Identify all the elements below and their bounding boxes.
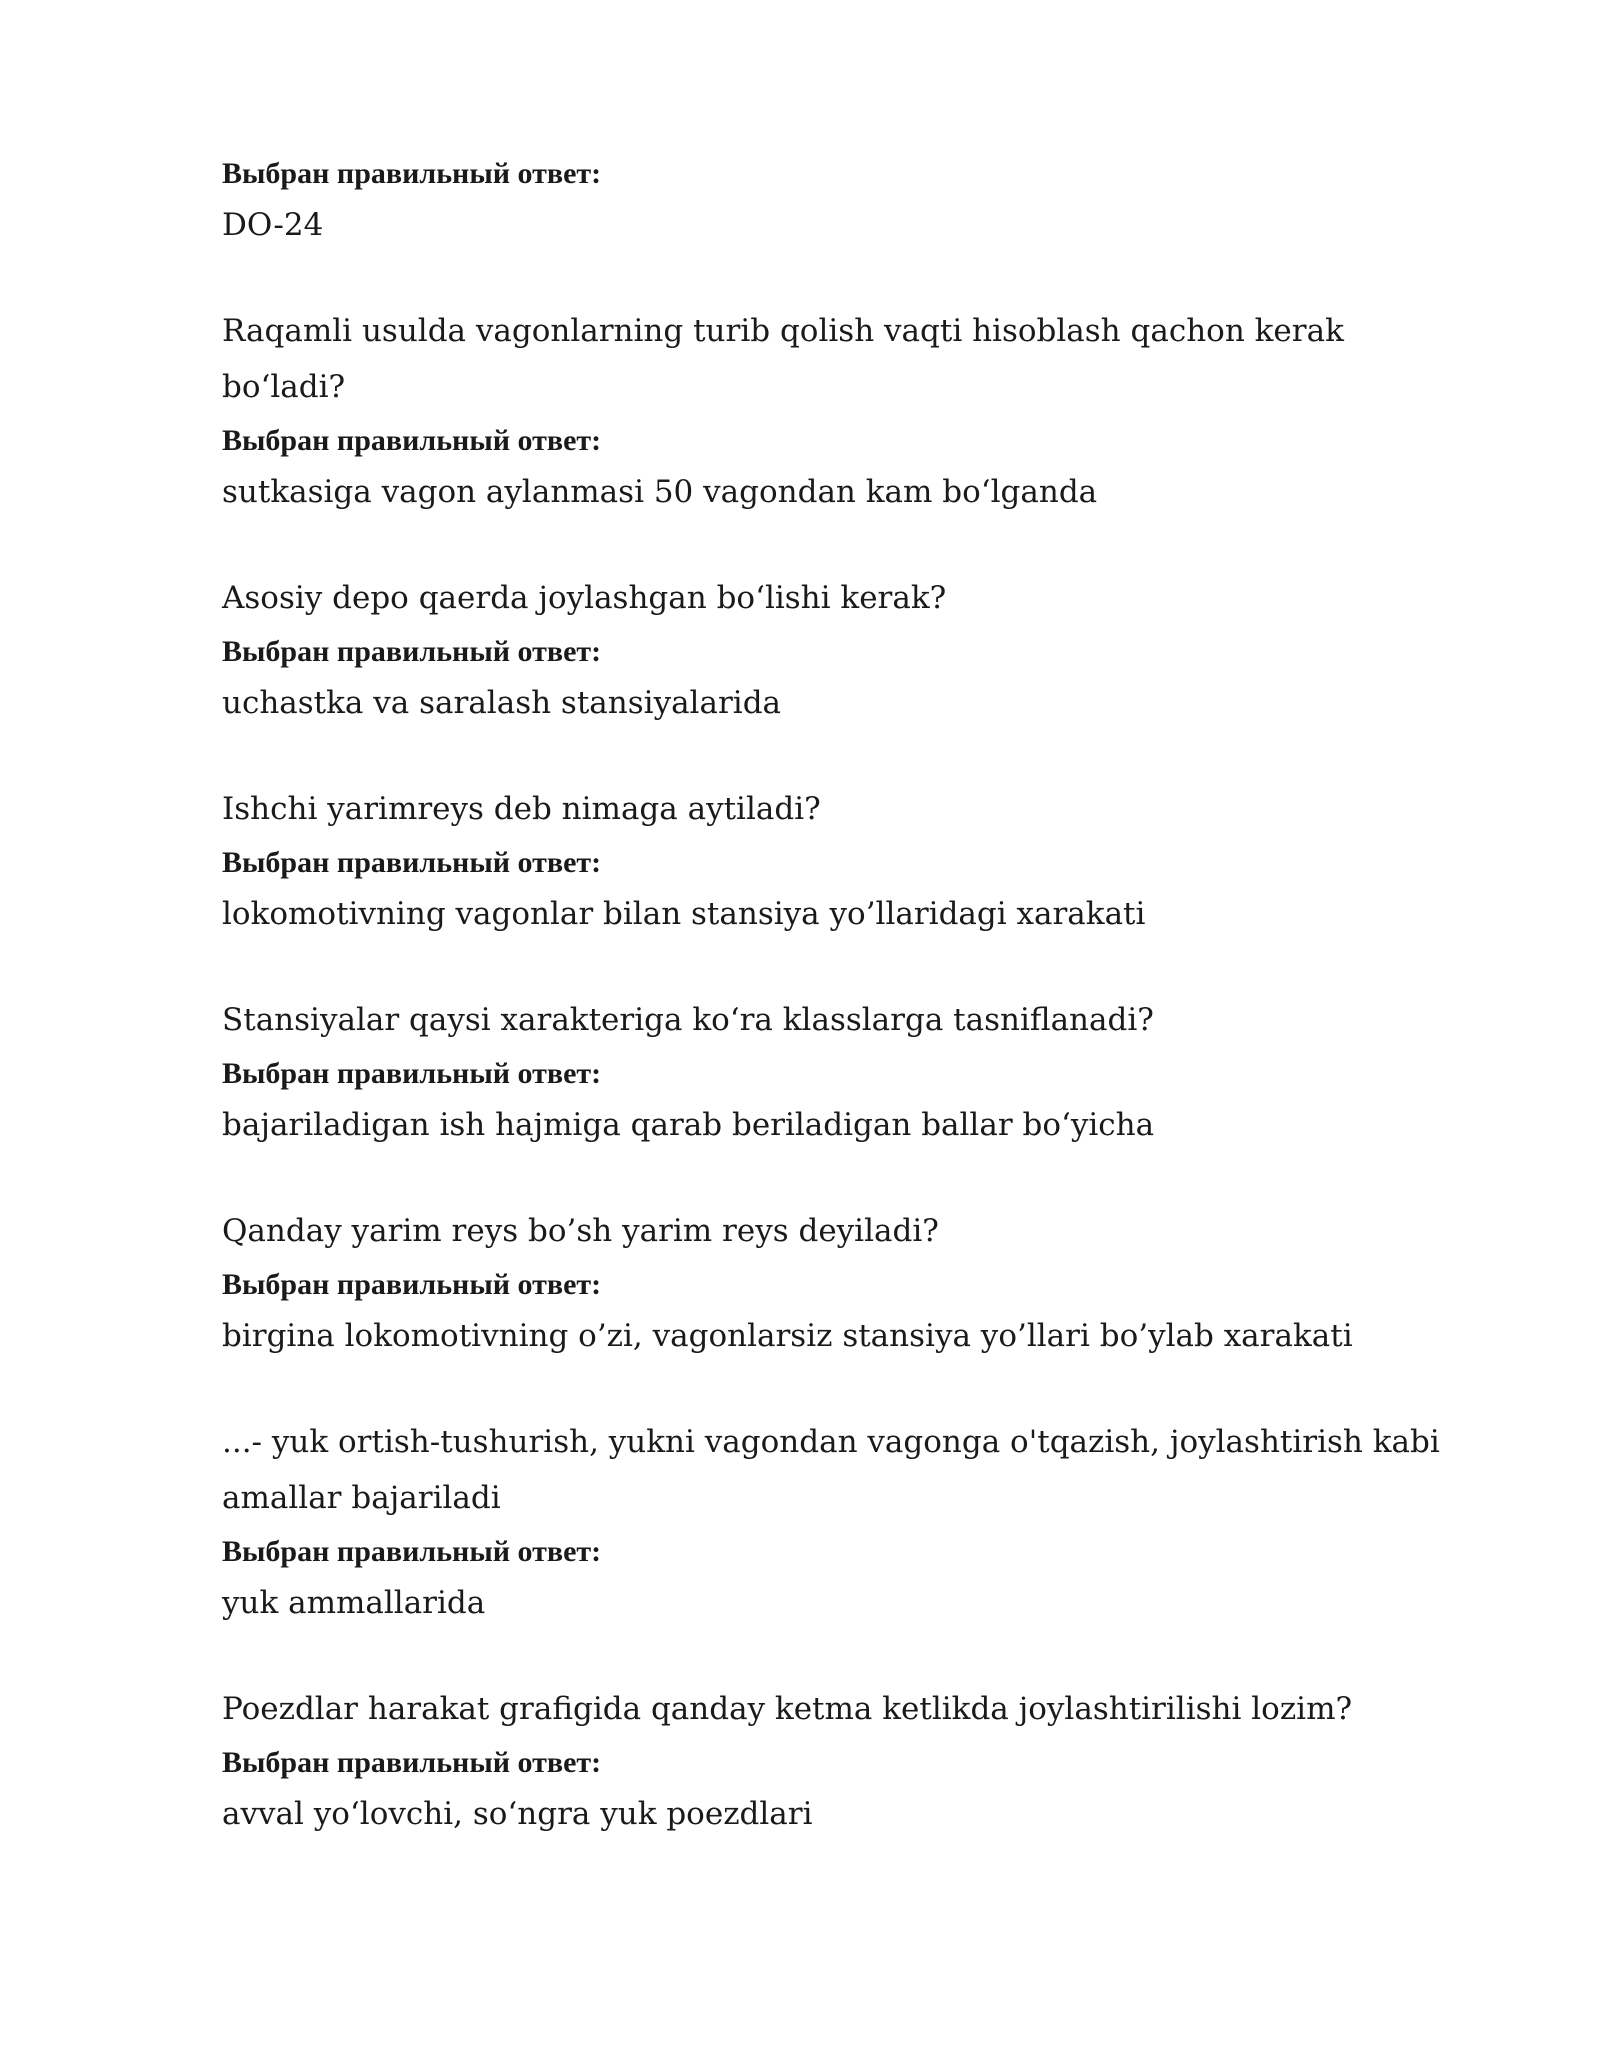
correct-answer-label: Выбран правильный ответ: bbox=[222, 635, 602, 668]
document-page bbox=[222, 148, 1452, 1839]
question-text: Poezdlar harakat grafigida qanday ketma ketlikda joylashtirilishi lozim? bbox=[222, 1691, 1353, 1727]
answer-text: bajariladigan ish hajmiga qarab beriladigan ballar boʻyicha bbox=[222, 1107, 1155, 1143]
correct-answer-label: Выбран правильный ответ: bbox=[222, 1268, 602, 1301]
qa-block bbox=[222, 303, 1452, 517]
question-text: Stansiyalar qaysi xarakteriga koʻra klasslarga tasniflanadi? bbox=[222, 1002, 1154, 1038]
answer-text: birgina lokomotivning o’zi, vagonlarsiz stansiya yo’llari bo’ylab xarakati bbox=[222, 1318, 1353, 1354]
qa-block bbox=[222, 570, 1452, 728]
qa-block bbox=[222, 1203, 1452, 1361]
answer-text: avval yoʻlovchi, soʻngra yuk poezdlari bbox=[222, 1796, 813, 1832]
qa-block bbox=[222, 781, 1452, 939]
question-text: Qanday yarim reys bo’sh yarim reys deyiladi? bbox=[222, 1213, 939, 1249]
correct-answer-label: Выбран правильный ответ: bbox=[222, 157, 602, 190]
qa-block bbox=[222, 1681, 1452, 1839]
correct-answer-label: Выбран правильный ответ: bbox=[222, 1535, 602, 1568]
answer-text: sutkasiga vagon aylanmasi 50 vagondan kam boʻlganda bbox=[222, 474, 1098, 510]
correct-answer-label: Выбран правильный ответ: bbox=[222, 1057, 602, 1090]
qa-block bbox=[222, 992, 1452, 1150]
qa-block bbox=[222, 1414, 1452, 1628]
answer-text: uchastka va saralash stansiyalarida bbox=[222, 685, 782, 721]
question-text: Asosiy depo qaerda joylashgan boʻlishi kerak? bbox=[222, 580, 947, 616]
correct-answer-label: Выбран правильный ответ: bbox=[222, 846, 602, 879]
correct-answer-label: Выбран правильный ответ: bbox=[222, 1746, 602, 1779]
answer-text: lokomotivning vagonlar bilan stansiya yo’llaridagi xarakati bbox=[222, 896, 1146, 932]
correct-answer-label: Выбран правильный ответ: bbox=[222, 424, 602, 457]
qa-block bbox=[222, 148, 1452, 250]
question-text: ...- yuk ortish-tushurish, yukni vagondan vagonga o'tqazish, joylashtirish kabi amallar bajariladi bbox=[222, 1424, 1440, 1516]
answer-text: DO-24 bbox=[222, 207, 324, 243]
answer-text: yuk ammallarida bbox=[222, 1585, 486, 1621]
question-text: Raqamli usulda vagonlarning turib qolish vaqti hisoblash qachon kerak boʻladi? bbox=[222, 313, 1344, 405]
question-text: Ishchi yarimreys deb nimaga aytiladi? bbox=[222, 791, 821, 827]
